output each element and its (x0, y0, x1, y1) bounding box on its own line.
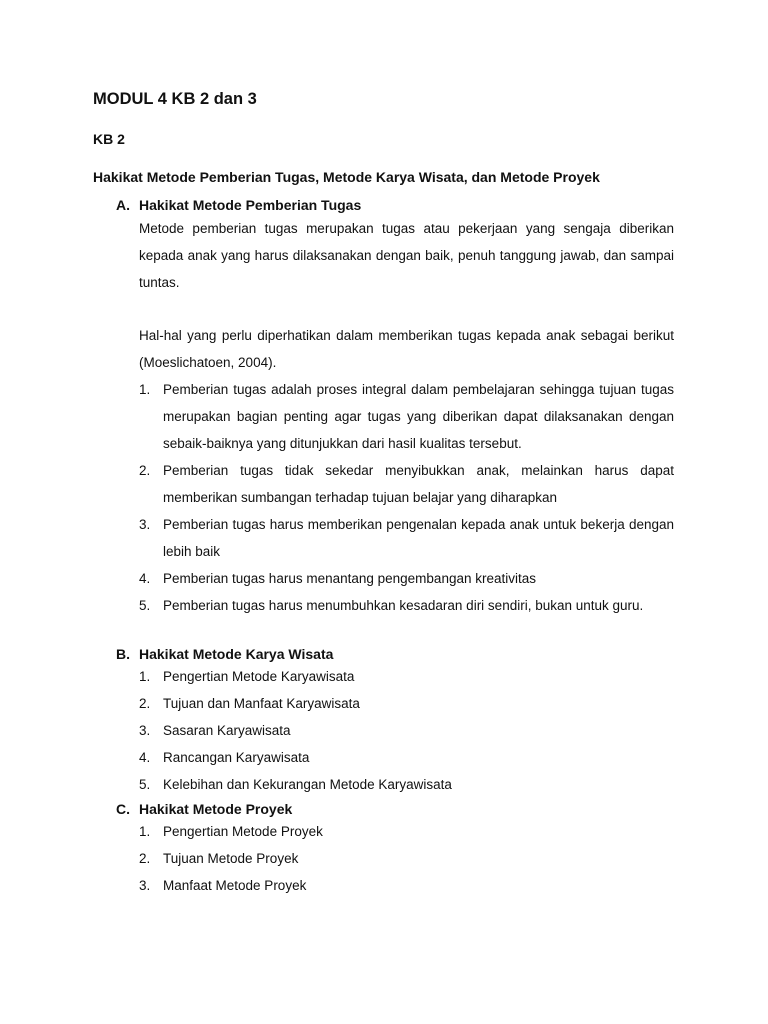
list-text: Pemberian tugas harus memberikan pengenalan kepada anak untuk bekerja dengan lebih baik (163, 517, 674, 559)
section-letter: A. (116, 197, 130, 213)
list-item (139, 818, 674, 845)
section-c (116, 800, 674, 899)
list-text: Rancangan Karyawisata (163, 750, 310, 765)
main-heading: Hakikat Metode Pemberian Tugas, Metode Karya Wisata, dan Metode Proyek (93, 169, 600, 185)
list-item (139, 744, 674, 771)
list-text: Manfaat Metode Proyek (163, 878, 307, 893)
list-item (139, 690, 674, 717)
section-b (116, 645, 674, 798)
section-heading (116, 196, 674, 214)
numbered-list (139, 818, 674, 899)
section-body (139, 818, 674, 899)
module-title: MODUL 4 KB 2 dan 3 (93, 90, 257, 108)
list-item (139, 717, 674, 744)
list-item (139, 771, 674, 798)
list-item (139, 457, 674, 511)
list-text: Tujuan dan Manfaat Karyawisata (163, 696, 360, 711)
list-number: 1. (139, 669, 151, 684)
list-item (139, 663, 674, 690)
section-heading (116, 645, 674, 663)
section-a (116, 196, 674, 619)
list-text: Sasaran Karyawisata (163, 723, 291, 738)
list-item (139, 592, 674, 619)
list-number: 2. (139, 696, 151, 711)
list-text: Pemberian tugas harus menantang pengembangan kreativitas (163, 571, 536, 586)
list-item (139, 376, 674, 457)
list-item (139, 845, 674, 872)
list-number: 5. (139, 598, 151, 613)
list-item (139, 872, 674, 899)
list-number: 5. (139, 777, 151, 792)
kb-label: KB 2 (93, 131, 125, 147)
section-letter: C. (116, 801, 130, 817)
list-number: 3. (139, 723, 151, 738)
list-number: 2. (139, 851, 151, 866)
section-title: Hakikat Metode Karya Wisata (139, 646, 334, 662)
list-number: 4. (139, 750, 151, 765)
list-text: Pemberian tugas adalah proses integral dalam pembelajaran sehingga tujuan tugas merupakan bagian penting agar tugas yang diberikan dapat dilaksanakan dengan sebaik-baiknya yang ditunjukkan dari hasil kualitas tersebut. (163, 382, 674, 451)
list-text: Kelebihan dan Kekurangan Metode Karyawisata (163, 777, 452, 792)
section-body (139, 663, 674, 798)
list-text: Pemberian tugas harus menumbuhkan kesadaran diri sendiri, bukan untuk guru. (163, 598, 644, 613)
paragraph: Hal-hal yang perlu diperhatikan dalam memberikan tugas kepada anak sebagai berikut (Moeslichatoen, 2004). (139, 328, 674, 370)
list-number: 4. (139, 571, 151, 586)
list-number: 1. (139, 824, 151, 839)
list-text: Pengertian Metode Karyawisata (163, 669, 355, 684)
numbered-list (139, 376, 674, 619)
paragraph: Metode pemberian tugas merupakan tugas atau pekerjaan yang sengaja diberikan kepada anak yang harus dilaksanakan dengan baik, penuh tanggung jawab, dan sampai tuntas. (139, 221, 674, 290)
list-number: 3. (139, 878, 151, 893)
section-letter: B. (116, 646, 130, 662)
list-item (139, 511, 674, 565)
list-text: Pengertian Metode Proyek (163, 824, 323, 839)
list-text: Tujuan Metode Proyek (163, 851, 299, 866)
section-title: Hakikat Metode Pemberian Tugas (139, 197, 362, 213)
list-number: 3. (139, 517, 151, 532)
section-title: Hakikat Metode Proyek (139, 801, 293, 817)
section-heading (116, 800, 674, 818)
numbered-list (139, 663, 674, 798)
list-text: Pemberian tugas tidak sekedar menyibukkan anak, melainkan harus dapat memberikan sumbangan terhadap tujuan belajar yang diharapkan (163, 463, 674, 505)
list-item (139, 565, 674, 592)
list-number: 2. (139, 463, 151, 478)
section-body (139, 215, 674, 619)
list-number: 1. (139, 382, 151, 397)
